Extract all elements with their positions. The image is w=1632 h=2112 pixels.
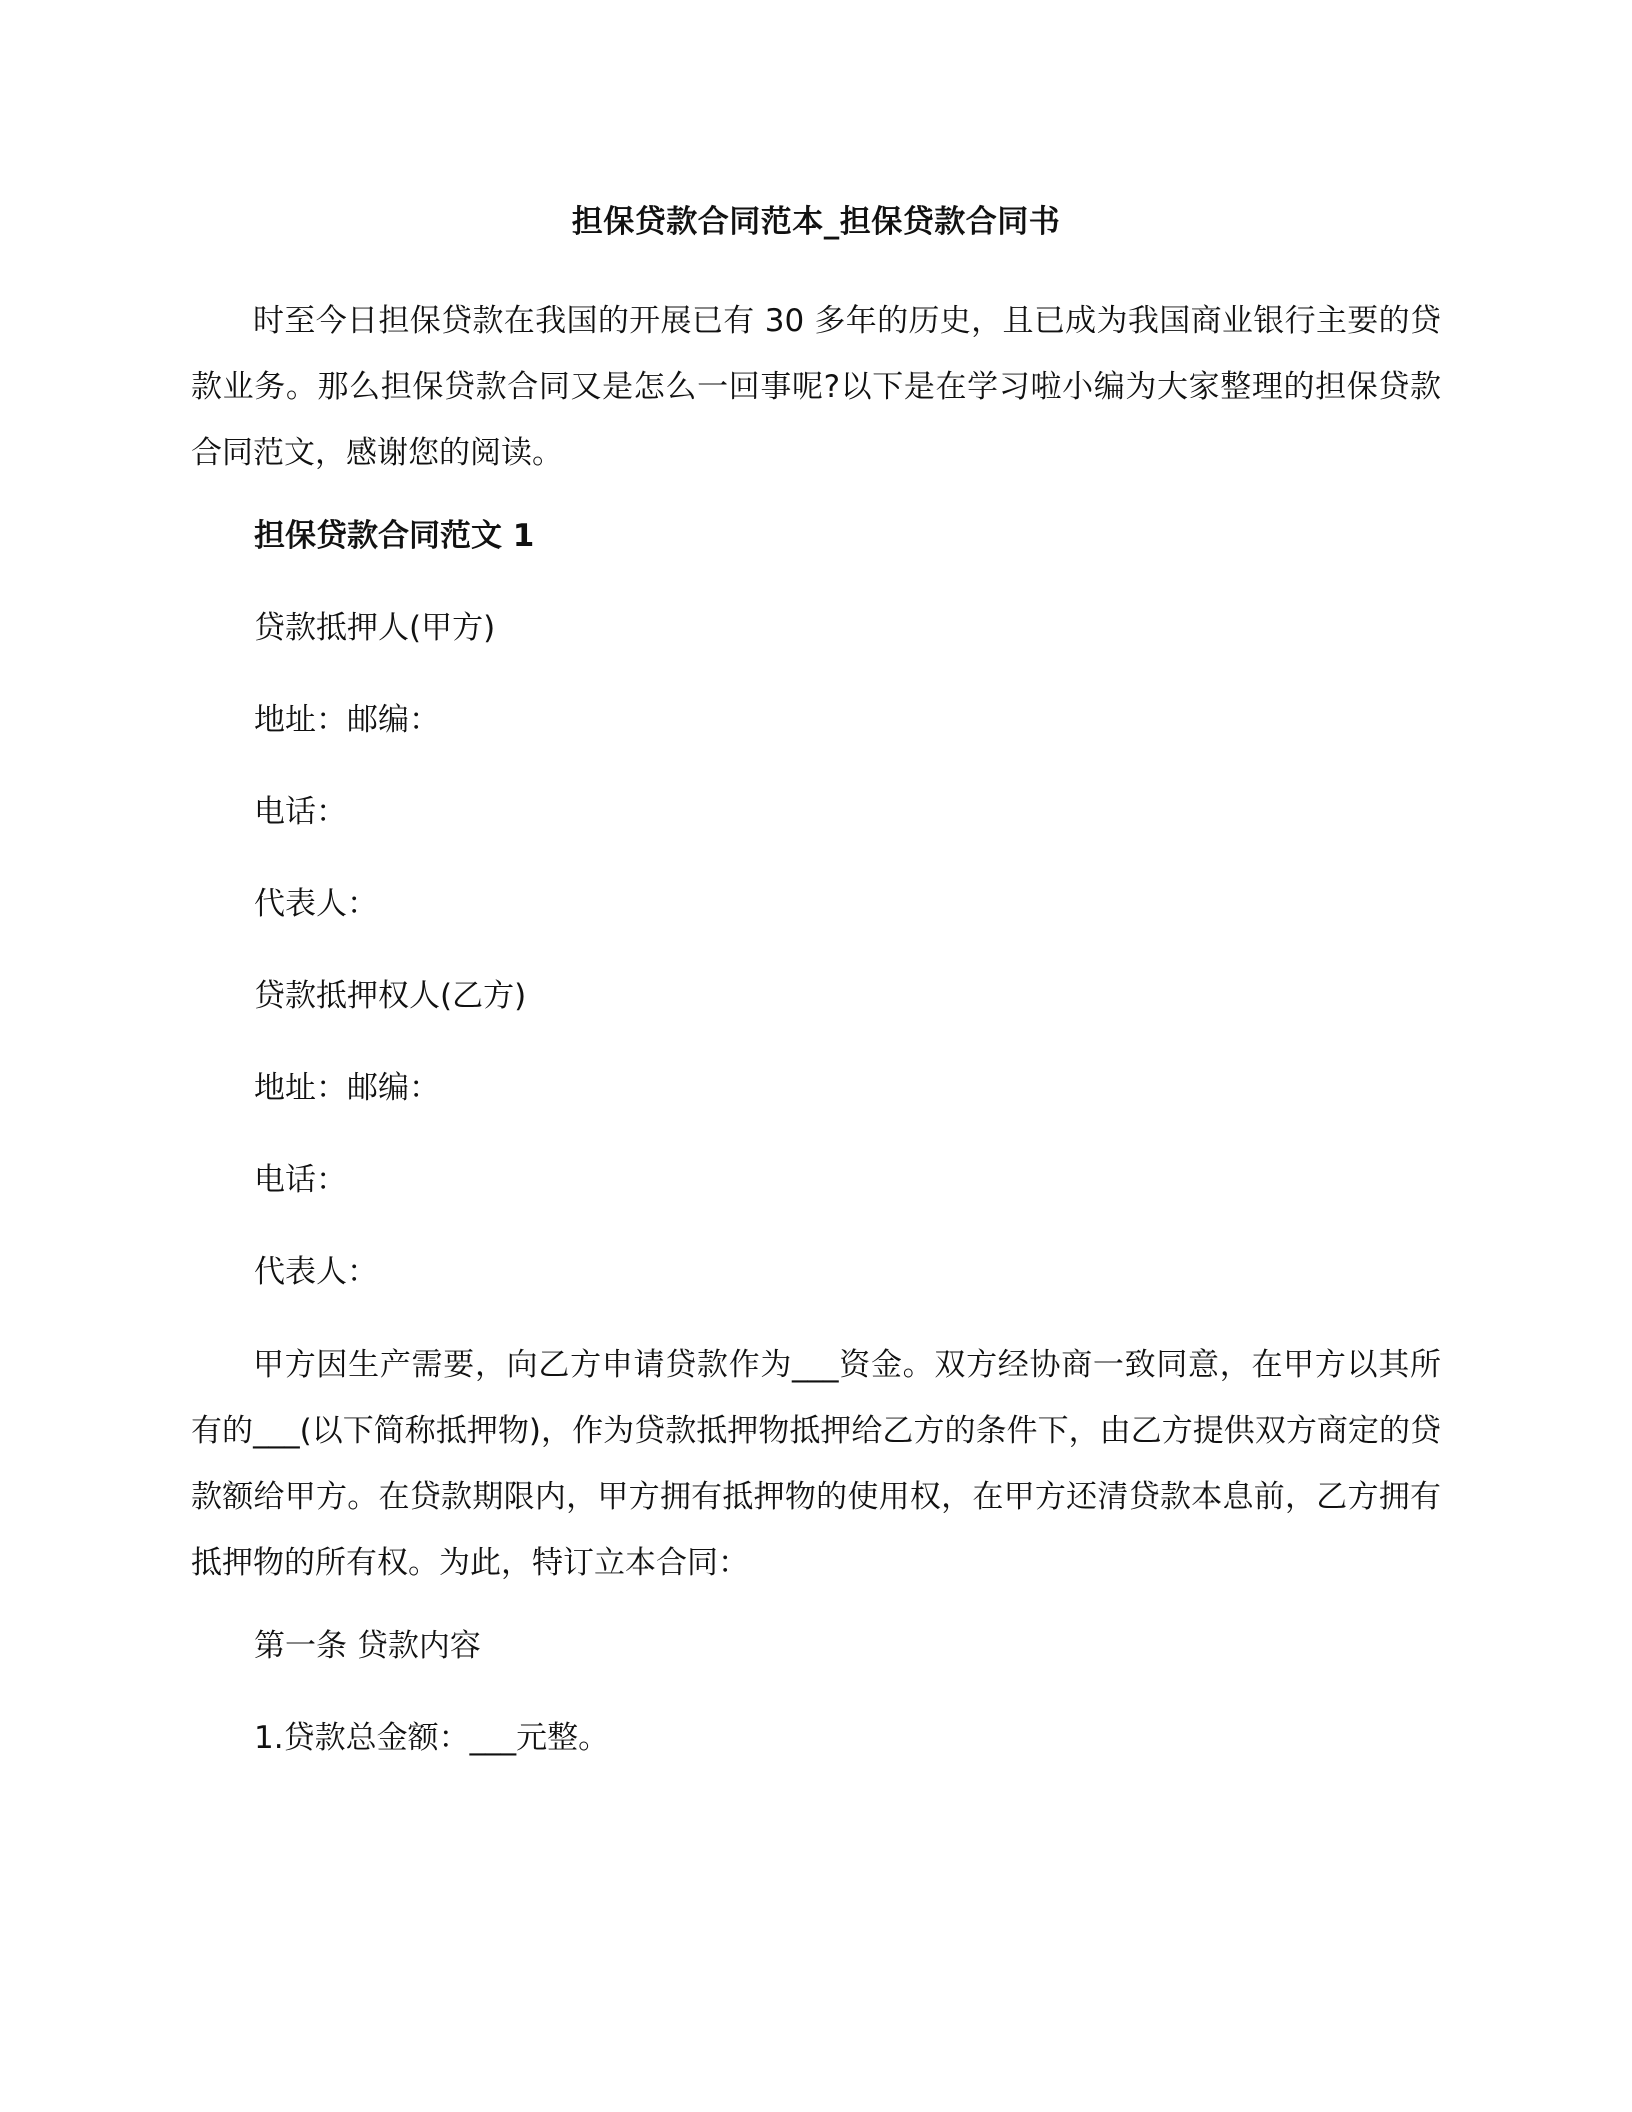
lender-address-line: 地址：邮编：	[254, 1070, 440, 1106]
article-1-heading: 第一条 贷款内容	[254, 1628, 481, 1664]
contract-body-paragraph: 甲方因生产需要，向乙方申请贷款作为___资金。双方经协商一致同意，在甲方以其所有的___(以下简称抵押物)，作为贷款抵押物抵押给乙方的条件下，由乙方提供双方商定的贷款额给甲方。在贷款期限内，甲方拥有抵押物的使用权，在甲方还清贷款本息前，乙方拥有抵押物的所有权。为此，特订立本合同：	[191, 1347, 1441, 1581]
borrower-title: 贷款抵押人(甲方)	[254, 610, 496, 646]
lender-title: 贷款抵押权人(乙方)	[254, 978, 527, 1014]
lender-phone-line: 电话：	[254, 1162, 347, 1198]
borrower-representative-line: 代表人：	[254, 886, 378, 922]
borrower-address-line: 地址：邮编：	[254, 702, 440, 738]
lender-representative-line: 代表人：	[254, 1254, 378, 1290]
document-title: 担保贷款合同范本_担保贷款合同书	[571, 204, 1061, 240]
borrower-phone-line: 电话：	[254, 794, 347, 830]
section-heading: 担保贷款合同范文 1	[254, 518, 535, 554]
article-1-item-1: 1.贷款总金额：___元整。	[254, 1720, 610, 1756]
intro-paragraph: 时至今日担保贷款在我国的开展已有 30 多年的历史，且已成为我国商业银行主要的贷款业务。那么担保贷款合同又是怎么一回事呢?以下是在学习啦小编为大家整理的担保贷款合同范文，感谢您的阅读。	[191, 303, 1441, 471]
